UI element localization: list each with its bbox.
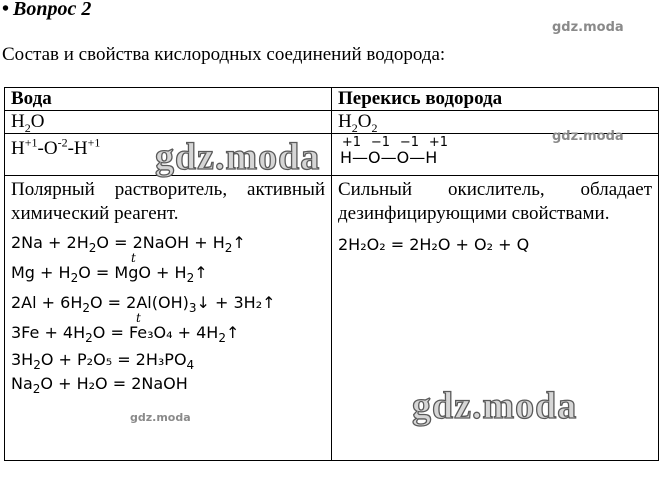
reaction-4: t $3Fe + 4H_2O = Fe_3O_4$ + $4H_2↑$ [11,311,240,346]
peroxide-reaction: 2H₂O₂ = 2H₂O + O₂ + Q [338,235,530,254]
water-reactions [11,228,325,396]
watermark-large: gdz.moda [412,385,578,427]
reaction-3: $2Al + 6H_2O$ = $2Al(OH)_3↓$ + 3H₂↑ [11,293,276,316]
watermark-large: gdz.moda [155,136,321,178]
formula-peroxide: $H_2O_2$ [332,111,659,134]
question-heading [2,0,91,21]
question-title: Вопрос 2 [13,0,92,20]
peroxide-description: Сильный окислитель, обладает дезинфицирующими свойствами. [338,179,652,224]
peroxide-structure: H—O—O—H [340,148,438,167]
bullet: • [2,0,10,20]
formula-water: $H_2O$ [5,111,332,134]
watermark-small: gdz.moda [130,411,191,424]
reaction-2: t $Mg + H_2O$ = MgO + $H_2↑$ [11,251,208,286]
header-water: Вода [5,88,332,111]
header-peroxide: Перекись водорода [332,88,659,111]
reaction-5: $3H_2O + P_2O_5 = 2H_3PO_4$ [11,350,195,373]
reaction-6: $Na_2O + H_2O$ = 2NaOH [11,374,188,397]
intro-text: Состав и свойства кислородных соединений водорода: [2,44,446,65]
oxidation-states: +1 −1 −1 +1 [341,135,449,150]
watermark-small: gdz.moda [552,129,624,144]
oxidation-water: $H^{+1}-O^{-2}-H^{+1}$ [5,134,332,176]
reaction-1: $2Na + 2H_2O$ = 2NaOH + $H_2↑$ [11,233,246,256]
water-description: Полярный растворитель, активный химический реагент. [11,179,325,224]
watermark-small: gdz.moda [552,20,624,35]
